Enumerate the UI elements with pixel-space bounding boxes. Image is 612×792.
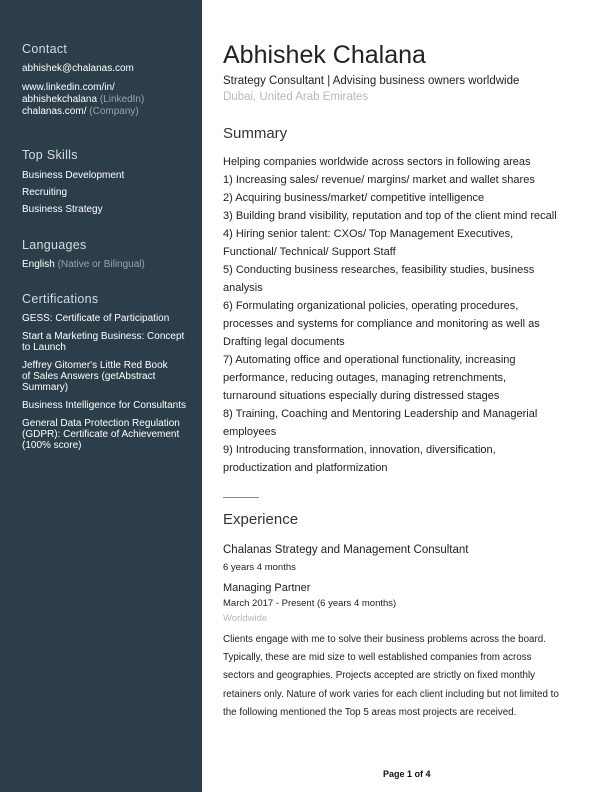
language-proficiency: (Native or Bilingual) [57, 259, 145, 270]
description-line: sectors and geographies. Projects accepted are strictly on fixed monthly [223, 670, 536, 682]
summary-line: 3) Building brand visibility, reputation and top of the client mind recall [223, 210, 557, 222]
certification-line: of Sales Answers (getAbstract [22, 371, 156, 382]
website-url: chalanas.com/ [22, 106, 87, 117]
certification-line: Business Intelligence for Consultants [22, 400, 186, 411]
summary-line: 1) Increasing sales/ revenue/ margins/ market and wallet shares [223, 174, 535, 186]
company-duration: 6 years 4 months [223, 562, 296, 573]
linkedin-url-line2: abhishekchalana [22, 94, 98, 105]
summary-line: Helping companies worldwide across sectors in following areas [223, 156, 531, 168]
contact-heading: Contact [22, 42, 68, 56]
certification-line: Jeffrey Gitomer's Little Red Book [22, 360, 168, 371]
certifications-heading: Certifications [22, 292, 99, 306]
summary-line: 7) Automating office and operational functionality, increasing [223, 354, 516, 366]
summary-line: employees [223, 426, 277, 438]
linkedin-label: (LinkedIn) [99, 94, 145, 105]
summary-line: processes and systems for compliance and monitoring as well as [223, 318, 540, 330]
page-number: Page 1 of 4 [383, 769, 431, 779]
top-skills-section [22, 148, 197, 216]
skill-item: Business Development [22, 170, 125, 181]
location: Dubai, United Arab Emirates [223, 91, 369, 103]
summary-line: 5) Conducting business researches, feasibility studies, business [223, 264, 535, 276]
role-title: Managing Partner [223, 582, 311, 594]
languages-heading: Languages [22, 238, 87, 252]
summary-line: 8) Training, Coaching and Mentoring Leadership and Managerial [223, 408, 538, 420]
certifications-section [22, 292, 197, 451]
summary-heading: Summary [223, 125, 288, 142]
certification-line: General Data Protection Regulation [22, 418, 180, 429]
summary-body [223, 153, 603, 477]
role-description [223, 631, 603, 722]
headline: Strategy Consultant | Advising business owners worldwide [223, 75, 520, 87]
summary-line: productization and platformization [223, 462, 388, 474]
email-link[interactable]: abhishek@chalanas.com [22, 63, 134, 74]
certification-item [22, 331, 197, 353]
certification-line: Summary) [22, 382, 69, 393]
summary-line: performance, reducing outages, managing retrenchments, [223, 372, 507, 384]
skill-item: Recruiting [22, 187, 68, 198]
contact-section [22, 42, 197, 118]
sidebar [0, 0, 202, 792]
role-location: Worldwide [223, 613, 268, 624]
certification-line: GESS: Certificate of Participation [22, 313, 170, 324]
skill-item: Business Strategy [22, 204, 103, 215]
summary-line: 4) Hiring senior talent: CXOs/ Top Management Executives, [223, 228, 514, 240]
role-date-range: March 2017 - Present (6 years 4 months) [223, 598, 397, 609]
certification-line: (GDPR): Certificate of Achievement [22, 429, 180, 440]
person-name: Abhishek Chalana [223, 41, 426, 69]
certification-item [22, 418, 197, 451]
summary-line: 9) Introducing transformation, innovation, diversification, [223, 444, 496, 456]
description-line: the following mentioned the Top 5 areas most projects are received. [223, 706, 517, 718]
description-line: Typically, these are mid size to well established companies from across [223, 652, 532, 664]
summary-line: 6) Formulating organizational policies, operating procedures, [223, 300, 519, 312]
linkedin-url-line1: www.linkedin.com/in/ [22, 82, 115, 93]
summary-line: turnaround situations especially during distressed stages [223, 390, 500, 402]
certification-item [22, 313, 197, 324]
language-name: English [22, 259, 55, 270]
languages-section [22, 238, 197, 271]
linkedin-link[interactable] [22, 82, 197, 106]
summary-line: 2) Acquiring business/market/ competitive intelligence [223, 192, 485, 204]
certification-line: Start a Marketing Business: Concept [22, 331, 185, 342]
certification-item [22, 360, 197, 393]
section-divider [223, 497, 259, 498]
description-line: retainers only. Nature of work varies for each client including but not limited to [223, 688, 559, 700]
top-skills-heading: Top Skills [22, 148, 78, 162]
certification-line: to Launch [22, 342, 66, 353]
certification-line: (100% score) [22, 440, 82, 451]
experience-heading: Experience [223, 511, 299, 528]
company-name: Chalanas Strategy and Management Consultant [223, 544, 469, 556]
language-item [22, 259, 197, 271]
website-label: (Company) [89, 106, 139, 117]
certification-item [22, 400, 197, 411]
description-line: Clients engage with me to solve their business problems across the board. [223, 634, 546, 645]
summary-line: Functional/ Technical/ Support Staff [223, 246, 396, 258]
summary-line: analysis [223, 282, 263, 294]
summary-line: Drafting legal documents [223, 336, 345, 348]
company-website-link[interactable] [22, 106, 197, 118]
